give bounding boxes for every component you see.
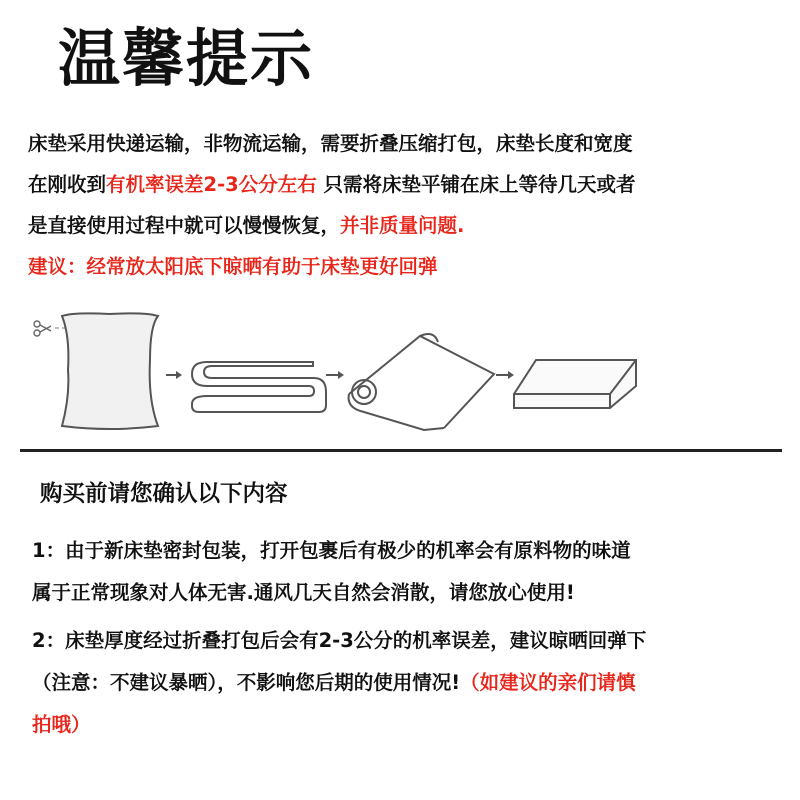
error-range-highlight: 有机率误差2-3公分左右 <box>106 173 317 196</box>
unpacking-illustration <box>24 300 784 440</box>
unrolling-mattress-icon <box>349 334 494 430</box>
arrow-icon <box>496 371 514 379</box>
not-quality-issue-highlight: 并非质量问题. <box>340 214 465 237</box>
confirm-section-title: 购买前请您确认以下内容 <box>40 481 288 507</box>
arrow-icon <box>166 371 182 379</box>
notice-line-2-prefix: 在刚收到 <box>28 173 107 196</box>
page-title: 温馨提示 <box>58 22 315 95</box>
confirm-item-2-line-1: 2：床垫厚度经过折叠打包后会有2-3公分的机率误差，建议晾晒回弹下 <box>32 629 647 652</box>
suggestion-line: 建议：经常放太阳底下晾晒有助于床垫更好回弹 <box>28 255 438 278</box>
confirm-item-1-line-2: 属于正常现象对人体无害.通风几天自然会消散，请您放心使用! <box>32 581 575 604</box>
notice-line-1: 床垫采用快递运输，非物流运输，需要折叠压缩打包，床垫长度和宽度 <box>28 132 633 155</box>
compressed-bag-icon <box>55 313 158 429</box>
section-divider <box>20 449 782 452</box>
notice-line-2-suffix: 只需将床垫平铺在床上等待几天或者 <box>316 173 636 196</box>
confirm-item-2-line-2 <box>32 662 792 704</box>
scissors-icon <box>34 321 51 336</box>
arrow-icon <box>326 371 344 379</box>
notice-paragraph <box>28 123 788 287</box>
notice-line-2 <box>28 164 788 205</box>
folded-mattress-icon <box>192 362 326 412</box>
notice-line-3 <box>28 205 788 246</box>
confirm-items <box>32 530 792 746</box>
confirm-item-2-line-3: 拍哦） <box>32 713 91 736</box>
notice-line-3-prefix: 是直接使用过程中就可以慢慢恢复， <box>28 214 341 237</box>
confirm-item-1-line-1: 1：由于新床垫密封包装，打开包裹后有极少的机率会有原料物的味道 <box>32 539 631 562</box>
confirm-item-2-red-note: （如建议的亲们请慎 <box>460 671 636 694</box>
flat-mattress-icon <box>514 360 636 408</box>
confirm-item-2-note: （注意：不建议暴晒），不影响您后期的使用情况! <box>32 671 461 694</box>
